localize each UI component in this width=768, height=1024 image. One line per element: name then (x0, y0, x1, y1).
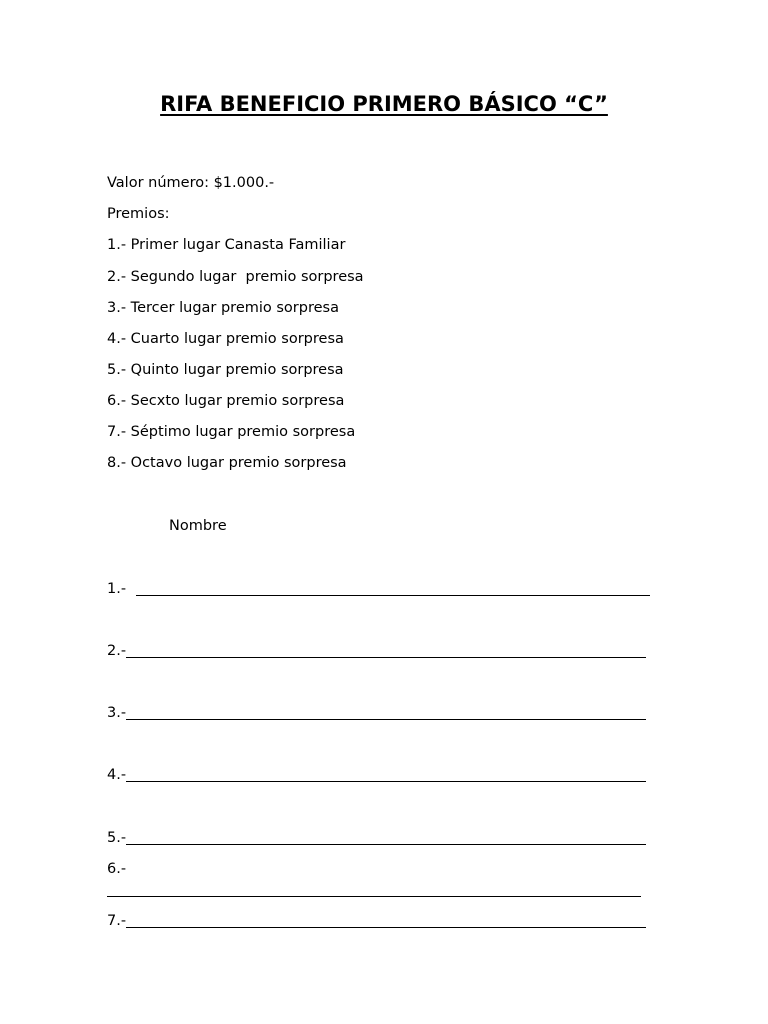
document-title-text: RIFA BENEFICIO PRIMERO BÁSICO “C” (160, 92, 608, 116)
entry-row-7 (107, 911, 646, 931)
entry-row-3 (107, 703, 646, 723)
prize-item: 7.- Séptimo lugar premio sorpresa (107, 424, 356, 440)
entry-blank-line[interactable] (136, 594, 650, 596)
prize-item: 3.- Tercer lugar premio sorpresa (107, 300, 339, 316)
prize-item: 4.- Cuarto lugar premio sorpresa (107, 331, 344, 347)
entry-blank-line[interactable] (126, 926, 646, 928)
name-heading: Nombre (169, 518, 227, 534)
prize-item: 2.- Segundo lugar premio sorpresa (107, 269, 364, 285)
prize-item: 1.- Primer lugar Canasta Familiar (107, 237, 346, 253)
prize-item: 5.- Quinto lugar premio sorpresa (107, 362, 344, 378)
prize-item: 6.- Secxto lugar premio sorpresa (107, 393, 345, 409)
entry-number: 1.- (107, 581, 127, 597)
entry-row-1 (107, 579, 650, 599)
prizes-heading: Premios: (107, 206, 170, 222)
entry-number: 5.- (107, 830, 127, 846)
entry-blank-line[interactable] (126, 843, 646, 845)
entry-number: 2.- (107, 643, 127, 659)
entry-row-4 (107, 765, 646, 785)
document-title (0, 89, 768, 119)
entry-number: 3.- (107, 705, 127, 721)
entry-row-2 (107, 641, 646, 661)
entry-number: 4.- (107, 767, 127, 783)
entry-row-5 (107, 828, 646, 848)
prize-item: 8.- Octavo lugar premio sorpresa (107, 455, 347, 471)
entry-blank-line[interactable] (126, 780, 646, 782)
entry-blank-line[interactable] (126, 656, 646, 658)
entry-number: 7.- (107, 913, 127, 929)
entry-blank-line[interactable] (126, 718, 646, 720)
entry-number: 6.- (107, 861, 127, 877)
entry-blank-line[interactable] (107, 896, 641, 897)
price-line: Valor número: $1.000.- (107, 175, 275, 191)
